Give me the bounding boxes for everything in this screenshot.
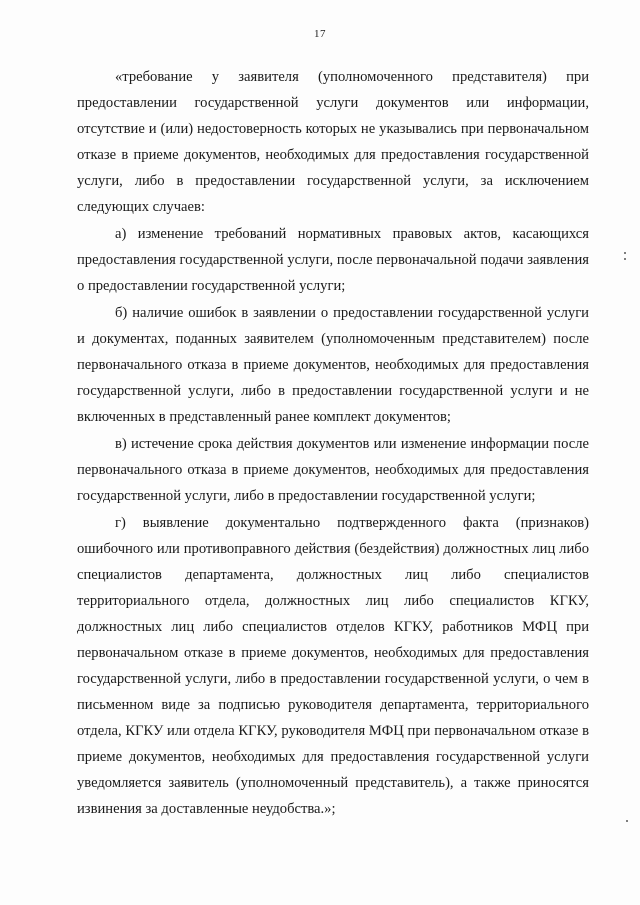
- paragraph-intro: «требование у заявителя (уполномоченного представителя) при предоставлении государственной услуги документов или информации, отсутствие и (или) недостоверность которых не указывались при первоначальном отказе в приеме документов, необходимых для предоставления государственной услуги, либо в предоставлении государственной услуги, за исключением следующих случаев:: [77, 69, 589, 215]
- scan-artifact-mark: [624, 252, 626, 254]
- page-number: 17: [314, 28, 326, 40]
- scan-artifact-mark: [624, 258, 626, 260]
- document-body: [77, 64, 589, 823]
- paragraph-item-g: г) выявление документально подтвержденного факта (признаков) ошибочного или противоправного действия (бездействия) должностных лиц либо специалистов департамента, должностных лиц либо специалистов территориального отдела, должностных лиц либо специалистов КГКУ, должностных лиц либо специалистов отделов КГКУ, работников МФЦ при первоначальном отказе в приеме документов, необходимых для предоставления государственной услуги, либо в предоставлении государственной услуги, о чем в письменном виде за подписью руководителя департамента, территориального отдела, КГКУ или отдела КГКУ, руководителя МФЦ при первоначальном отказе в приеме документов, необходимых для предоставления государственной услуги уведомляется заявитель (уполномоченный представитель), а также приносятся извинения за доставленные неудобства.»;: [77, 515, 589, 817]
- paragraph-item-b: б) наличие ошибок в заявлении о предоставлении государственной услуги и документах, поданных заявителем (уполномоченным представителем) после первоначального отказа в приеме документов, необходимых для предоставления государственной услуги, либо в предоставлении государственной услуги и не включенных в представленный ранее комплект документов;: [77, 305, 589, 425]
- scan-artifact-mark: [626, 820, 628, 822]
- paragraph-item-v: в) истечение срока действия документов или изменение информации после первоначального отказа в приеме документов, необходимых для предоставления государственной услуги, либо в предоставлении государственной услуги;: [77, 436, 589, 504]
- paragraph-item-a: а) изменение требований нормативных правовых актов, касающихся предоставления государственной услуги, после первоначальной подачи заявления о предоставлении государственной услуги;: [77, 226, 589, 294]
